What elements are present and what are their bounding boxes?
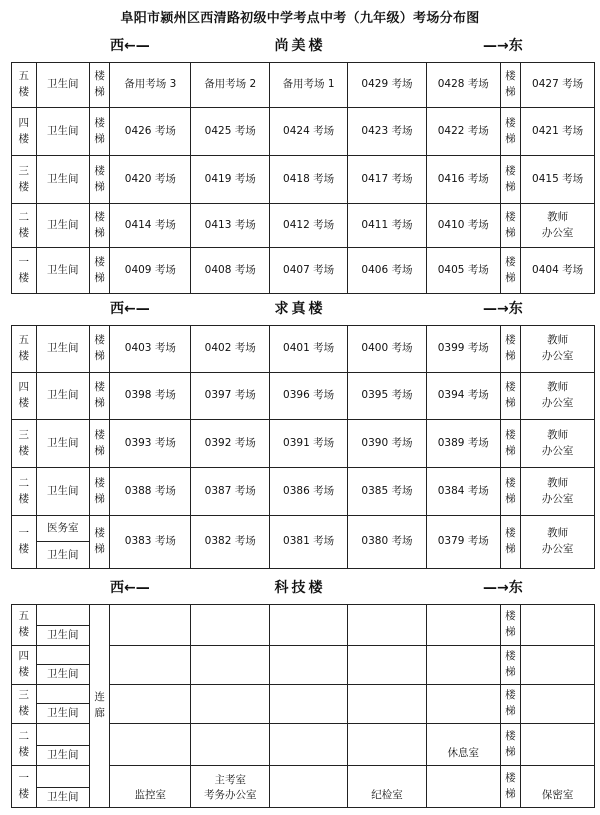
east-stairs: 楼 梯 xyxy=(500,373,520,420)
empty-room xyxy=(521,646,595,685)
west-direction-label: 西←— xyxy=(110,580,150,596)
east-stairs: 楼 梯 xyxy=(500,326,520,373)
empty-room xyxy=(426,766,500,808)
floor-label: 五 楼 xyxy=(12,605,37,646)
exam-room: 0383 考场 xyxy=(110,516,191,569)
toilet-cell xyxy=(36,646,89,685)
exam-room: 0419 考场 xyxy=(191,156,270,204)
toilet-cell xyxy=(36,766,89,808)
blank-area xyxy=(37,766,89,788)
toilet-room: 卫生间 xyxy=(36,156,89,204)
toilet-cell xyxy=(36,605,89,646)
east-stairs: 楼 梯 xyxy=(500,646,520,685)
office-room: 监控室 xyxy=(110,766,191,808)
empty-room xyxy=(521,605,595,646)
corridor: 连 廊 xyxy=(89,605,109,808)
table-row xyxy=(12,516,595,569)
exam-room: 0390 考场 xyxy=(348,420,427,468)
east-stairs: 楼 梯 xyxy=(500,468,520,516)
exam-room: 0405 考场 xyxy=(426,248,500,294)
exam-room: 0406 考场 xyxy=(348,248,427,294)
east-room: 教师 办公室 xyxy=(521,373,595,420)
empty-room xyxy=(348,724,427,766)
west-stairs: 楼 梯 xyxy=(89,204,109,248)
toilet-room: 卫生间 xyxy=(36,420,89,468)
toilet-room: 卫生间 xyxy=(46,549,79,561)
east-stairs: 楼 梯 xyxy=(500,248,520,294)
floor-label: 二 楼 xyxy=(12,204,37,248)
floor-label: 四 楼 xyxy=(12,108,37,156)
exam-room: 0396 考场 xyxy=(270,373,348,420)
west-stairs: 楼 梯 xyxy=(89,516,109,569)
floor-label: 一 楼 xyxy=(12,766,37,808)
building-header-shangmei xyxy=(0,33,600,57)
toilet-room: 卫生间 xyxy=(36,108,89,156)
exam-room: 0407 考场 xyxy=(270,248,348,294)
west-direction-label: 西←— xyxy=(110,301,150,317)
east-room: 教师 办公室 xyxy=(521,420,595,468)
building-name: 科技楼 xyxy=(274,580,326,596)
exam-room: 0394 考场 xyxy=(426,373,500,420)
east-direction-label: —→东 xyxy=(483,580,523,596)
empty-room xyxy=(110,724,191,766)
exam-room: 0414 考场 xyxy=(110,204,191,248)
toilet-cell xyxy=(36,685,89,724)
east-stairs: 楼 梯 xyxy=(500,108,520,156)
east-room: 0427 考场 xyxy=(521,63,595,108)
clinic-toilet-cell xyxy=(36,516,89,569)
exam-room: 0417 考场 xyxy=(348,156,427,204)
floor-label: 一 楼 xyxy=(12,516,37,569)
west-direction-label: 西←— xyxy=(110,38,150,54)
exam-room: 0401 考场 xyxy=(270,326,348,373)
office-room: 主考室 考务办公室 xyxy=(191,766,270,808)
east-stairs: 楼 梯 xyxy=(500,766,520,808)
east-stairs: 楼 梯 xyxy=(500,420,520,468)
empty-room xyxy=(521,724,595,766)
exam-room: 0420 考场 xyxy=(110,156,191,204)
east-room: 教师 办公室 xyxy=(521,468,595,516)
exam-room: 0416 考场 xyxy=(426,156,500,204)
table-row xyxy=(12,326,595,373)
floor-label: 二 楼 xyxy=(12,724,37,766)
exam-room: 0399 考场 xyxy=(426,326,500,373)
exam-room: 0385 考场 xyxy=(348,468,427,516)
table-row xyxy=(12,420,595,468)
blank-area xyxy=(37,724,89,746)
east-stairs: 楼 梯 xyxy=(500,605,520,646)
exam-room: 0410 考场 xyxy=(426,204,500,248)
empty-room xyxy=(426,646,500,685)
empty-room xyxy=(191,685,270,724)
empty-room xyxy=(521,685,595,724)
exam-room: 0384 考场 xyxy=(426,468,500,516)
office-room: 纪检室 xyxy=(348,766,427,808)
exam-room: 0411 考场 xyxy=(348,204,427,248)
toilet-room: 卫生间 xyxy=(46,749,79,761)
east-stairs: 楼 梯 xyxy=(500,156,520,204)
toilet-cell xyxy=(36,724,89,766)
exam-room: 备用考场 3 xyxy=(110,63,191,108)
empty-room xyxy=(110,605,191,646)
exam-room: 0428 考场 xyxy=(426,63,500,108)
toilet-room: 卫生间 xyxy=(36,63,89,108)
empty-room xyxy=(270,605,348,646)
empty-room xyxy=(426,685,500,724)
exam-room: 0418 考场 xyxy=(270,156,348,204)
table-row xyxy=(12,63,595,108)
empty-room xyxy=(191,724,270,766)
empty-room xyxy=(270,766,348,808)
clinic-room: 医务室 xyxy=(37,516,89,542)
building-table-qiuzhen xyxy=(11,325,595,569)
empty-room xyxy=(348,685,427,724)
building-name: 尚美楼 xyxy=(274,38,326,54)
toilet-room: 卫生间 xyxy=(46,707,79,719)
exam-room: 0398 考场 xyxy=(110,373,191,420)
empty-room xyxy=(270,724,348,766)
building-header-qiuzhen xyxy=(0,296,600,320)
empty-room xyxy=(110,646,191,685)
exam-room: 0425 考场 xyxy=(191,108,270,156)
toilet-room: 卫生间 xyxy=(46,791,79,803)
west-stairs: 楼 梯 xyxy=(89,108,109,156)
exam-room: 备用考场 2 xyxy=(191,63,270,108)
exam-room: 0379 考场 xyxy=(426,516,500,569)
office-room: 休息室 xyxy=(426,724,500,766)
west-stairs: 楼 梯 xyxy=(89,420,109,468)
toilet-room: 卫生间 xyxy=(36,248,89,294)
toilet-room: 卫生间 xyxy=(46,668,79,680)
exam-room: 0400 考场 xyxy=(348,326,427,373)
table-row xyxy=(12,605,595,646)
exam-room: 0380 考场 xyxy=(348,516,427,569)
exam-room: 0424 考场 xyxy=(270,108,348,156)
east-stairs: 楼 梯 xyxy=(500,63,520,108)
building-table-keji xyxy=(11,604,595,808)
east-room: 教师 办公室 xyxy=(521,204,595,248)
east-stairs: 楼 梯 xyxy=(500,516,520,569)
east-room: 教师 办公室 xyxy=(521,516,595,569)
table-row xyxy=(12,373,595,420)
exam-room: 0409 考场 xyxy=(110,248,191,294)
exam-room: 0408 考场 xyxy=(191,248,270,294)
exam-room: 备用考场 1 xyxy=(270,63,348,108)
east-direction-label: —→东 xyxy=(483,301,523,317)
blank-area xyxy=(37,685,89,704)
page-title: 阜阳市颍州区西清路初级中学考点中考（九年级）考场分布图 xyxy=(120,11,480,26)
exam-room: 0429 考场 xyxy=(348,63,427,108)
floor-label: 四 楼 xyxy=(12,373,37,420)
floor-label: 三 楼 xyxy=(12,156,37,204)
empty-room xyxy=(348,605,427,646)
exam-room: 0413 考场 xyxy=(191,204,270,248)
blank-area xyxy=(37,605,89,626)
west-stairs: 楼 梯 xyxy=(89,156,109,204)
exam-room: 0381 考场 xyxy=(270,516,348,569)
exam-room: 0388 考场 xyxy=(110,468,191,516)
west-stairs: 楼 梯 xyxy=(89,248,109,294)
building-table-shangmei xyxy=(11,62,595,294)
exam-room: 0422 考场 xyxy=(426,108,500,156)
floor-label: 一 楼 xyxy=(12,248,37,294)
toilet-room: 卫生间 xyxy=(36,468,89,516)
west-stairs: 楼 梯 xyxy=(89,63,109,108)
table-row xyxy=(12,248,595,294)
toilet-room: 卫生间 xyxy=(36,326,89,373)
east-stairs: 楼 梯 xyxy=(500,685,520,724)
east-room: 教师 办公室 xyxy=(521,326,595,373)
empty-room xyxy=(426,605,500,646)
exam-room: 0423 考场 xyxy=(348,108,427,156)
toilet-room: 卫生间 xyxy=(36,373,89,420)
west-stairs: 楼 梯 xyxy=(89,373,109,420)
floor-label: 二 楼 xyxy=(12,468,37,516)
empty-room xyxy=(348,646,427,685)
exam-room: 0391 考场 xyxy=(270,420,348,468)
floor-label: 四 楼 xyxy=(12,646,37,685)
toilet-room: 卫生间 xyxy=(46,629,79,641)
building-header-keji xyxy=(0,575,600,599)
empty-room xyxy=(191,646,270,685)
floor-label: 三 楼 xyxy=(12,420,37,468)
exam-room: 0395 考场 xyxy=(348,373,427,420)
east-room: 0404 考场 xyxy=(521,248,595,294)
exam-room: 0386 考场 xyxy=(270,468,348,516)
exam-room: 0426 考场 xyxy=(110,108,191,156)
exam-room: 0403 考场 xyxy=(110,326,191,373)
exam-room: 0392 考场 xyxy=(191,420,270,468)
exam-room: 0382 考场 xyxy=(191,516,270,569)
office-room: 保密室 xyxy=(521,766,595,808)
empty-room xyxy=(110,685,191,724)
floor-label: 五 楼 xyxy=(12,63,37,108)
floor-label: 五 楼 xyxy=(12,326,37,373)
east-stairs: 楼 梯 xyxy=(500,204,520,248)
exam-room: 0412 考场 xyxy=(270,204,348,248)
toilet-room: 卫生间 xyxy=(36,204,89,248)
blank-area xyxy=(37,646,89,665)
empty-room xyxy=(270,685,348,724)
exam-room: 0402 考场 xyxy=(191,326,270,373)
west-stairs: 楼 梯 xyxy=(89,326,109,373)
empty-room xyxy=(270,646,348,685)
table-row xyxy=(12,108,595,156)
floor-label: 三 楼 xyxy=(12,685,37,724)
table-row xyxy=(12,156,595,204)
exam-room: 0387 考场 xyxy=(191,468,270,516)
east-room: 0415 考场 xyxy=(521,156,595,204)
table-row xyxy=(12,468,595,516)
east-stairs: 楼 梯 xyxy=(500,724,520,766)
exam-room: 0389 考场 xyxy=(426,420,500,468)
west-stairs: 楼 梯 xyxy=(89,468,109,516)
exam-room: 0397 考场 xyxy=(191,373,270,420)
east-direction-label: —→东 xyxy=(483,38,523,54)
exam-room: 0393 考场 xyxy=(110,420,191,468)
table-row xyxy=(12,204,595,248)
building-name: 求真楼 xyxy=(274,301,326,317)
empty-room xyxy=(191,605,270,646)
east-room: 0421 考场 xyxy=(521,108,595,156)
